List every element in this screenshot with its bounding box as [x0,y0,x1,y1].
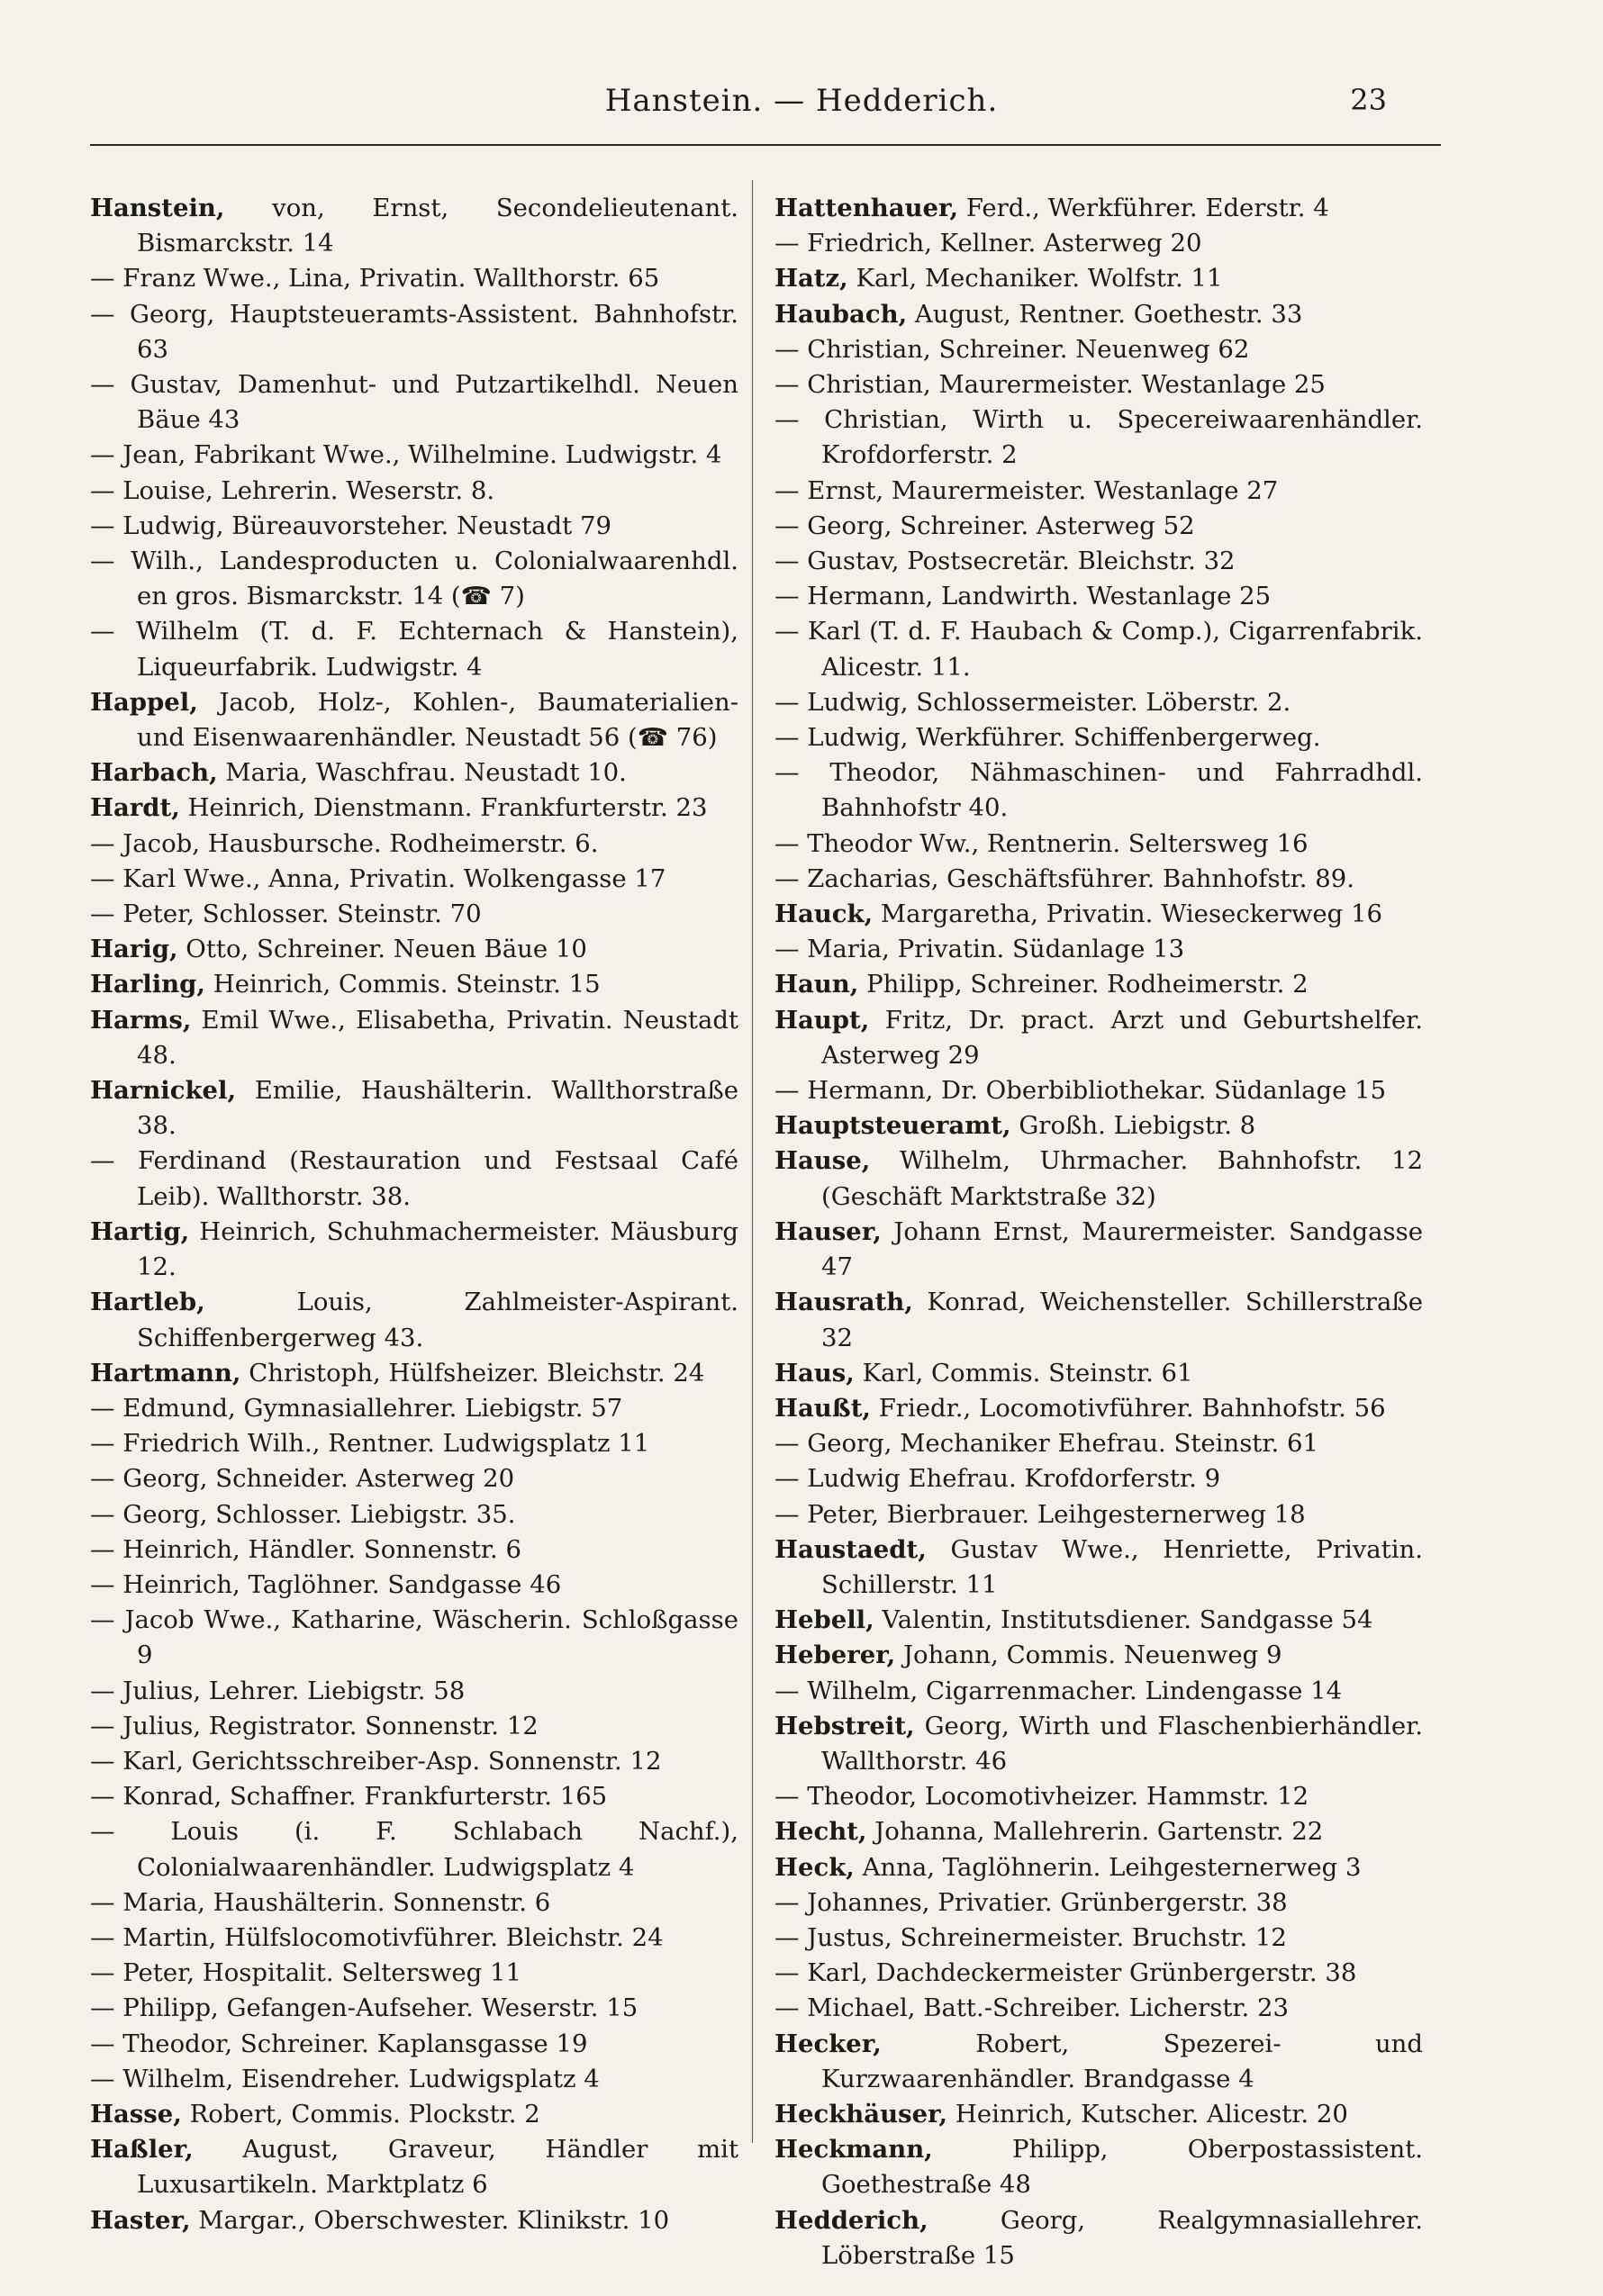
directory-entry [774,1885,1423,1921]
entry-text: August, Graveur, Händler mit Luxusartikeln. Marktplatz 6 [137,2135,738,2200]
directory-entry [774,897,1423,932]
directory-entry [774,2132,1423,2202]
entry-surname: Hedderich, [774,2205,928,2235]
directory-entry [90,1744,738,1779]
directory-entry [774,226,1423,261]
directory-entry [90,474,738,509]
directory-entry [90,191,738,261]
directory-entry [90,1921,738,1956]
entry-text: Robert, Spezerei- und Kurzwaarenhändler. Brandgasse 4 [821,2029,1423,2093]
running-title: Hanstein. — Hedderich. [604,83,999,119]
directory-entry [90,261,738,296]
entry-text: — Friedrich, Kellner. Asterweg 20 [774,229,1202,258]
entry-text: Christoph, Hülfsheizer. Bleichstr. 24 [249,1358,705,1388]
entry-text: — Karl, Dachdeckermeister Grünbergerstr. 38 [774,1958,1357,1988]
entry-surname: Hattenhauer, [774,194,959,222]
entry-text: Margaretha, Privatin. Wieseckerweg 16 [880,899,1382,929]
entry-text: — Wilhelm, Cigarrenmacher. Lindengasse 14 [774,1676,1343,1705]
entry-surname: Haupt, [774,1005,870,1035]
entry-surname: Harbach, [90,758,218,788]
entry-text: — Ernst, Maurermeister. Westanlage 27 [774,475,1279,505]
entry-text: Fritz, Dr. pract. Arzt und Geburtshelfer. Asterweg 29 [821,1005,1423,1070]
entry-surname: Hause, [774,1146,871,1176]
directory-entry [774,1108,1423,1143]
directory-entry [90,1603,738,1673]
entry-text: — Karl, Gerichtsschreiber-Asp. Sonnenstr. 12 [90,1746,662,1776]
entry-surname: Haubach, [774,299,908,329]
directory-entry [774,579,1423,614]
directory-entry [90,1285,738,1355]
page-number: 23 [1350,83,1387,117]
directory-entry [774,1532,1423,1603]
directory-entry [774,1215,1423,1285]
entry-surname: Hartleb, [90,1288,205,1317]
entry-text: — Hermann, Landwirth. Westanlage 25 [774,582,1272,611]
entry-text: — Konrad, Schaffner. Frankfurterstr. 165 [90,1782,608,1812]
entry-text: Jacob, Holz-, Kohlen-, Baumaterialien- und Eisenwaarenhändler. Neustadt 56 (☎ 76) [137,687,738,753]
directory-entry [774,2097,1423,2132]
entry-text: — Jacob, Hausbursche. Rodheimerstr. 6. [90,828,599,858]
entry-surname: Hauser, [774,1216,882,1246]
directory-entry [90,2097,738,2132]
directory-entry [774,1674,1423,1709]
directory-entry [90,2203,738,2238]
entry-surname: Hebell, [774,1605,874,1635]
directory-entry [90,1885,738,1921]
entry-text: — Jean, Fabrikant Wwe., Wilhelmine. Ludwigstr. 4 [90,440,722,470]
entry-text: — Christian, Maurermeister. Westanlage 25 [774,370,1326,400]
entry-text: Georg, Realgymnasiallehrer. Löberstraße 15 [821,2205,1423,2270]
entry-text: Maria, Waschfrau. Neustadt 10. [225,758,627,788]
directory-entry [90,755,738,791]
entry-surname: Haus, [774,1358,855,1388]
entry-text: — Theodor Ww., Rentnerin. Seltersweg 16 [774,828,1309,858]
entry-text: Heinrich, Dienstmann. Frankfurterstr. 23 [187,793,708,823]
directory-entry [90,1497,738,1532]
directory-entry [774,1709,1423,1779]
entry-text: — Edmund, Gymnasiallehrer. Liebigstr. 57 [90,1393,623,1423]
directory-entry [90,1814,738,1885]
entry-text: — Martin, Hülfslocomotivführer. Bleichstr. 24 [90,1922,664,1952]
directory-entry [90,1426,738,1461]
directory-entry [774,191,1423,226]
entry-text: — Peter, Hospitalit. Seltersweg 11 [90,1958,521,1988]
directory-entry [90,1215,738,1285]
directory-entry [90,827,738,862]
entry-text: — Gustav, Damenhut- und Putzartikelhdl. Neuen Bäue 43 [90,370,738,435]
directory-entry [774,932,1423,967]
directory-entry [774,509,1423,544]
entry-text: — Jacob Wwe., Katharine, Wäscherin. Schloßgasse 9 [90,1605,738,1670]
entry-text: — Zacharias, Geschäftsführer. Bahnhofstr. 89. [774,863,1354,893]
directory-entry [774,2027,1423,2097]
entry-text: — Peter, Schlosser. Steinstr. 70 [90,899,482,929]
directory-entry [774,1638,1423,1673]
directory-entry [90,1391,738,1426]
directory-entry [90,791,738,826]
entry-text: Friedr., Locomotivführer. Bahnhofstr. 56 [878,1393,1386,1423]
directory-entry [774,1956,1423,1991]
directory-entry [90,1956,738,1991]
entry-text: Heinrich, Schuhmachermeister. Mäusburg 12. [137,1216,739,1282]
directory-entry [90,862,738,897]
entry-surname: Hartig, [90,1216,190,1246]
entry-text: Großh. Liebigstr. 8 [1019,1111,1256,1141]
directory-entry [90,509,738,544]
entry-surname: Heck, [774,1852,855,1882]
entry-text: Otto, Schreiner. Neuen Bäue 10 [186,935,587,964]
directory-entry [774,614,1423,684]
entry-surname: Hasse, [90,2099,182,2129]
directory-entry [90,614,738,684]
entry-text: Robert, Commis. Plockstr. 2 [189,2099,540,2129]
entry-text: Anna, Taglöhnerin. Leihgesternerweg 3 [862,1852,1362,1882]
directory-entry [90,1568,738,1603]
entry-surname: Heberer, [774,1641,896,1670]
entry-text: Wilhelm, Uhrmacher. Bahnhofstr. 12 (Geschäft Marktstraße 32) [821,1146,1423,1211]
entry-text: — Heinrich, Händler. Sonnenstr. 6 [90,1534,521,1564]
entry-surname: Hatz, [774,264,848,294]
entry-surname: Haßler, [90,2135,194,2165]
entry-text: — Johannes, Privatier. Grünbergerstr. 38 [774,1887,1288,1917]
directory-entry [774,2203,1423,2273]
right-column [774,191,1423,2273]
entry-text: — Gustav, Postsecretär. Bleichstr. 32 [774,547,1236,576]
directory-entry [90,2062,738,2097]
entry-text: Emil Wwe., Elisabetha, Privatin. Neustadt 48. [137,1005,738,1070]
entry-text: Konrad, Weichensteller. Schillerstraße 32 [821,1288,1423,1352]
directory-entry [774,827,1423,862]
entry-text: — Ludwig, Schlossermeister. Löberstr. 2. [774,687,1291,717]
directory-entry [90,1709,738,1744]
entry-text: — Ferdinand (Restauration und Festsaal Café Leib). Wallthorstr. 38. [90,1146,738,1211]
entry-text: — Ludwig, Werkführer. Schiffenbergerweg. [774,723,1321,753]
entry-text: — Theodor, Locomotivheizer. Hammstr. 12 [774,1782,1309,1812]
directory-entry [90,897,738,932]
directory-entry [774,474,1423,509]
directory-entry [90,438,738,473]
entry-text: August, Rentner. Goethestr. 33 [914,299,1303,329]
entry-surname: Heckmann, [774,2135,933,2165]
entry-text: — Theodor, Schreiner. Kaplansgasse 19 [90,2029,588,2058]
entry-text: — Louis (i. F. Schlabach Nachf.), Colonialwaarenhändler. Ludwigsplatz 4 [90,1817,738,1882]
entry-surname: Haußt, [774,1393,871,1423]
directory-entry [90,1532,738,1568]
directory-entry [774,1921,1423,1956]
directory-entry [90,685,738,755]
directory-entry [774,967,1423,1002]
entry-surname: Hausrath, [774,1288,913,1317]
entry-text: — Wilhelm, Eisendreher. Ludwigsplatz 4 [90,2064,600,2093]
entry-text: — Wilhelm (T. d. F. Echternach & Hanstein), Liqueurfabrik. Ludwigstr. 4 [90,617,738,682]
directory-entry [90,967,738,1002]
entry-text: Johann Ernst, Maurermeister. Sandgasse 47 [821,1216,1423,1282]
directory-entry [774,755,1423,826]
entry-surname: Heckhäuser, [774,2099,948,2129]
entry-surname: Haster, [90,2205,191,2235]
entry-text: Karl, Mechaniker. Wolfstr. 11 [856,264,1223,294]
left-column [90,191,738,2238]
entry-text: Georg, Wirth und Flaschenbierhändler. Wallthorstr. 46 [821,1711,1423,1776]
entry-text: Emilie, Haushälterin. Wallthorstraße 38. [137,1076,738,1141]
entry-surname: Hartmann, [90,1358,241,1388]
directory-entry [774,1285,1423,1355]
entry-text: Ferd., Werkführer. Ederstr. 4 [965,194,1329,222]
entry-text: — Julius, Lehrer. Liebigstr. 58 [90,1676,466,1705]
directory-entry [90,544,738,614]
entry-text: — Julius, Registrator. Sonnenstr. 12 [90,1711,539,1740]
entry-text: — Christian, Schreiner. Neuenweg 62 [774,334,1250,364]
entry-text: — Hermann, Dr. Oberbibliothekar. Südanlage 15 [774,1076,1387,1106]
entry-text: — Peter, Bierbrauer. Leihgesternerweg 18 [774,1499,1306,1529]
entry-text: Margar., Oberschwester. Klinikstr. 10 [198,2205,670,2235]
entry-text: von, Ernst, Secondelieutenant. Bismarckstr. 14 [137,194,738,258]
directory-entry [90,1991,738,2026]
entry-text: — Maria, Haushälterin. Sonnenstr. 6 [90,1887,551,1917]
entry-surname: Hardt, [90,793,180,823]
entry-text: Philipp, Schreiner. Rodheimerstr. 2 [866,970,1309,999]
entry-text: Heinrich, Commis. Steinstr. 15 [213,970,601,999]
entry-surname: Haustaedt, [774,1534,927,1564]
directory-entry [90,1356,738,1391]
entry-text: — Louise, Lehrerin. Weserstr. 8. [90,475,495,505]
directory-entry [90,1003,738,1073]
directory-entry [774,1073,1423,1108]
entry-text: — Ludwig Ehefrau. Krofdorferstr. 9 [774,1464,1221,1494]
column-divider [752,180,753,2143]
entry-text: Gustav Wwe., Henriette, Privatin. Schillerstr. 11 [821,1534,1423,1599]
directory-entry [90,297,738,367]
entry-text: — Friedrich Wilh., Rentner. Ludwigsplatz 11 [90,1429,650,1459]
entry-surname: Hauptsteueramt, [774,1111,1011,1141]
entry-text: Johann, Commis. Neuenweg 9 [903,1641,1282,1670]
entry-text: — Georg, Hauptsteueramts-Assistent. Bahnhofstr. 63 [90,299,738,364]
header-rule [90,144,1441,146]
entry-text: Valentin, Institutsdiener. Sandgasse 54 [882,1605,1373,1635]
entry-text: — Georg, Schneider. Asterweg 20 [90,1464,515,1494]
directory-entry [774,1850,1423,1885]
entry-text: — Wilh., Landesproducten u. Colonialwaarenhdl. en gros. Bismarckstr. 14 (☎ 7) [90,547,738,611]
entry-text: — Georg, Schreiner. Asterweg 52 [774,511,1195,540]
entry-text: — Maria, Privatin. Südanlage 13 [774,935,1185,964]
entry-surname: Haun, [774,970,859,999]
entry-text: — Philipp, Gefangen-Aufseher. Weserstr. 15 [90,1993,638,2023]
entry-surname: Harig, [90,935,178,964]
entry-text: — Justus, Schreinermeister. Bruchstr. 12 [774,1922,1287,1952]
directory-entry [90,1143,738,1214]
entry-text: — Ludwig, Büreauvorsteher. Neustadt 79 [90,511,611,540]
entry-surname: Hebstreit, [774,1711,915,1740]
directory-entry [774,1356,1423,1391]
entry-text: — Michael, Batt.-Schreiber. Licherstr. 23 [774,1993,1290,2023]
directory-entry [774,862,1423,897]
entry-text: — Theodor, Nähmaschinen- und Fahrradhdl. Bahnhofstr 40. [774,758,1423,823]
directory-entry [774,685,1423,720]
entry-text: — Georg, Schlosser. Liebigstr. 35. [90,1499,516,1529]
directory-entry [774,1779,1423,1814]
entry-text: Louis, Zahlmeister-Aspirant. Schiffenbergerweg 43. [137,1288,738,1352]
entry-text: Heinrich, Kutscher. Alicestr. 20 [955,2099,1348,2129]
entry-surname: Harling, [90,970,205,999]
entry-text: — Christian, Wirth u. Specereiwaarenhändler. Krofdorferstr. 2 [774,405,1423,470]
directory-entry [774,720,1423,755]
entry-surname: Hecht, [774,1817,867,1847]
directory-entry [774,1814,1423,1849]
directory-entry [774,261,1423,296]
directory-entry [90,2027,738,2062]
directory-entry [774,367,1423,402]
directory-entry [774,1497,1423,1532]
entry-surname: Harms, [90,1005,192,1035]
directory-entry [774,1143,1423,1214]
directory-entry [774,1991,1423,2026]
entry-text: — Karl (T. d. F. Haubach & Comp.), Cigarrenfabrik. Alicestr. 11. [774,617,1423,682]
directory-entry [90,2132,738,2202]
directory-entry [90,1779,738,1814]
directory-entry [90,1674,738,1709]
directory-entry [90,1073,738,1143]
directory-entry [774,1461,1423,1496]
entry-text: — Georg, Mechaniker Ehefrau. Steinstr. 61 [774,1429,1318,1459]
entry-text: — Heinrich, Taglöhner. Sandgasse 46 [90,1569,562,1599]
entry-surname: Happel, [90,687,198,717]
directory-entry [774,1426,1423,1461]
directory-entry [774,297,1423,332]
entry-surname: Hauck, [774,899,874,929]
directory-entry [774,402,1423,473]
directory-entry [774,544,1423,579]
entry-surname: Hecker, [774,2029,882,2058]
entry-surname: Harnickel, [90,1076,237,1106]
entry-text: — Franz Wwe., Lina, Privatin. Wallthorstr. 65 [90,264,660,294]
directory-entry [90,1461,738,1496]
directory-entry [774,332,1423,367]
directory-entry [90,367,738,438]
entry-text: Johanna, Mallehrerin. Gartenstr. 22 [874,1817,1324,1847]
directory-entry [90,932,738,967]
directory-entry [774,1003,1423,1073]
entry-text: Karl, Commis. Steinstr. 61 [862,1358,1193,1388]
entry-text: — Karl Wwe., Anna, Privatin. Wolkengasse 17 [90,863,666,893]
entry-surname: Hanstein, [90,194,225,222]
directory-entry [774,1603,1423,1638]
entry-text: Philipp, Oberpostassistent. Goethestraße 48 [821,2135,1423,2200]
directory-entry [774,1391,1423,1426]
